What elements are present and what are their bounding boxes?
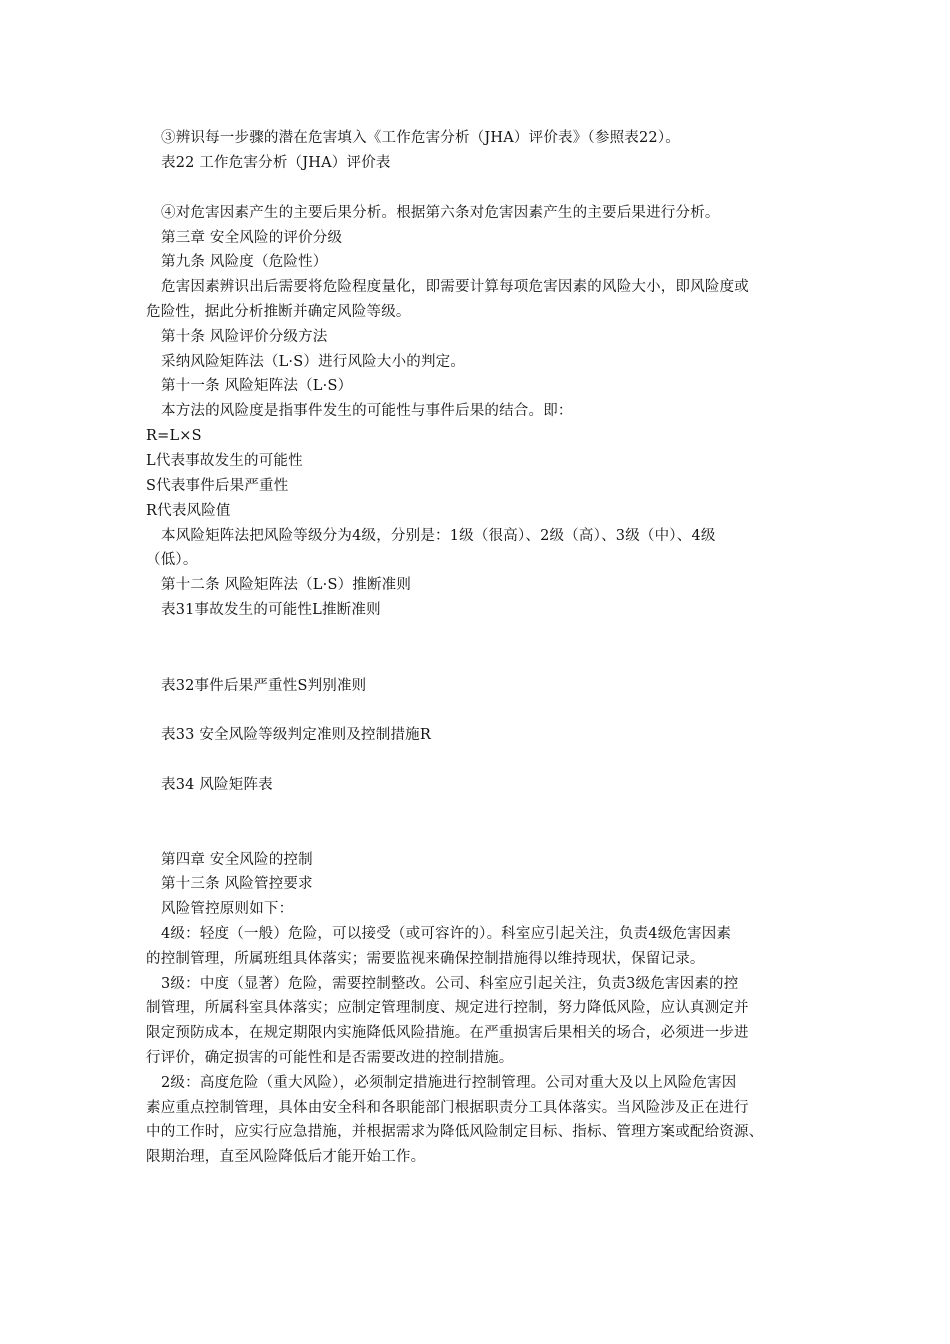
text-line: 本方法的风险度是指事件发生的可能性与事件后果的结合。即： [161,403,573,419]
text-line: 风险管控原则如下： [161,901,294,917]
text-line: 素应重点控制管理，具体由安全科和各职能部门根据职责分工具体落实。当风险涉及正在进行 [146,1100,749,1116]
table-caption: 表34 风险矩阵表 [161,777,273,793]
article-heading: 第十条 风险评价分级方法 [161,329,328,345]
text-line: 本风险矩阵法把风险等级分为4级，分别是：1级（很高）、2级（高）、3级（中）、4级 [161,528,716,544]
text-line: 3级：中度（显著）危险，需要控制整改。公司、科室应引起关注，负责3级危害因素的控 [161,976,739,992]
text-line: 4级：轻度（一般）危险，可以接受（或可容许的）。科室应引起关注，负责4级危害因素 [161,926,732,942]
text-line: 采纳风险矩阵法（L·S）进行风险大小的判定。 [161,354,466,370]
text-line: R代表风险值 [146,503,231,519]
article-heading: 第十二条 风险矩阵法（L·S）推断准则 [161,577,412,593]
article-heading: 第九条 风险度（危险性） [161,254,328,270]
table-caption: 表32事件后果严重性S判别准则 [161,678,367,694]
text-line: 制管理，所属科室具体落实；应制定管理制度、规定进行控制，努力降低风险，应认真测定并 [146,1000,749,1016]
chapter-heading: 第四章 安全风险的控制 [161,852,313,868]
article-heading: 第十一条 风险矩阵法（L·S） [161,378,353,394]
text-line: 危险性，据此分析推断并确定风险等级。 [146,304,411,320]
table-caption: 表22 工作危害分析（JHA）评价表 [161,155,391,171]
text-line: L代表事故发生的可能性 [146,453,303,469]
text-line: 行评价，确定损害的可能性和是否需要改进的控制措施。 [146,1050,514,1066]
table-caption: 表31事故发生的可能性L推断准则 [161,602,381,618]
text-line: （低）。 [146,552,198,568]
formula-line: R=L×S [146,428,202,444]
chapter-heading: 第三章 安全风险的评价分级 [161,230,343,246]
text-line: 危害因素辨识出后需要将危险程度量化，即需要计算每项危害因素的风险大小，即风险度或 [161,279,749,295]
text-line: S代表事件后果严重性 [146,478,289,494]
text-line: ③辨识每一步骤的潜在危害填入《工作危害分析（JHA）评价表》（参照表22）。 [161,130,680,146]
table-caption: 表33 安全风险等级判定准则及控制措施R [161,727,431,743]
text-line: ④对危害因素产生的主要后果分析。根据第六条对危害因素产生的主要后果进行分析。 [161,205,720,221]
text-line: 限期治理，直至风险降低后才能开始工作。 [146,1149,426,1165]
text-line: 限定预防成本，在规定期限内实施降低风险措施。在严重损害后果相关的场合，必须进一步进 [146,1025,749,1041]
text-line: 中的工作时，应实行应急措施，并根据需求为降低风险制定目标、指标、管理方案或配给资源、 [146,1124,764,1140]
article-heading: 第十三条 风险管控要求 [161,876,313,892]
text-line: 2级：高度危险（重大风险），必须制定措施进行控制管理。公司对重大及以上风险危害因 [161,1075,737,1091]
text-line: 的控制管理，所属班组具体落实；需要监视来确保控制措施得以维持现状，保留记录。 [146,951,705,967]
